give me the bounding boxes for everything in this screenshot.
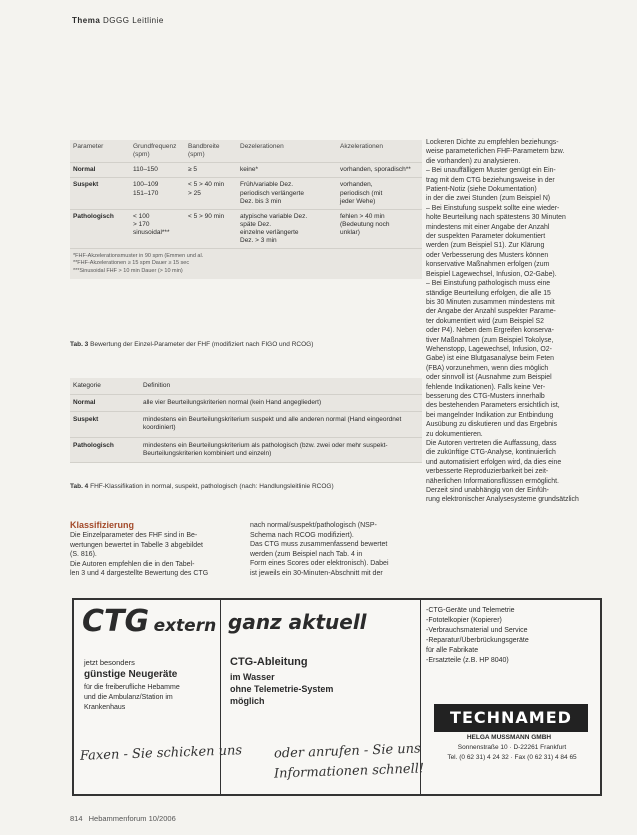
column-header: Definition xyxy=(143,382,171,389)
table-footnotes: *FHF-Akzelerationsmuster in 90 spm (Emmen und al. **FHF-Akzelerationen ≥ 15 spm Dauer ≥ 15 sec ***Sinusoidal FHF > 10 min Dauer (> 10 min) xyxy=(73,253,204,274)
text-line: tiver Maßnahmen (zum Beispiel Tokolyse, xyxy=(426,336,554,344)
right-column-text xyxy=(426,138,604,505)
text-line: – Bei Einstufung suspekt sollte eine wieder- xyxy=(426,204,560,212)
table-cell: Suspekt xyxy=(73,181,99,189)
page-number: 814 xyxy=(70,814,83,823)
ad-service-list xyxy=(426,606,529,666)
text-line: näherlichen Informationsflüssen ermöglicht. xyxy=(426,477,559,485)
ad-service-item: -Ersatzteile (z.B. HP 8040) xyxy=(426,657,509,664)
table-cell: mindestens ein Beurteilungskriterium suspekt und alle anderen normal (Hand eingeordnet koordiniert) xyxy=(143,416,402,432)
ad-sub3: für die freiberufliche Hebamme xyxy=(84,684,180,691)
table-row xyxy=(70,163,422,178)
caption-label: Tab. 4 xyxy=(70,483,89,490)
table-cell: atypische variable Dez. späte Dez. einzelne verlängerte Dez. > 3 min xyxy=(240,212,308,245)
text-line: verbesserte Reproduzierbarkeit bei zeit- xyxy=(426,468,549,476)
ad-company: HELGA MUSSMANN GMBH xyxy=(466,734,552,741)
ad-service-item: -Verbrauchsmaterial und Service xyxy=(426,627,528,634)
caption-text: Bewertung der Einzel-Parameter der FHF (modifiziert nach FIGO und RCOG) xyxy=(90,341,314,348)
ad-extern-title: extern xyxy=(153,616,217,636)
text-line: ter dokumentiert wird (zum Beispiel S2 xyxy=(426,317,544,325)
ad-ctg-extern-heading xyxy=(82,604,216,639)
ad-sub4: und die Ambulanz/Station im xyxy=(84,694,173,701)
text-line: Derzeit sind unabhängig von der Einfüh- xyxy=(426,487,549,495)
text-line: fehlende Indikationen). Falls keine Ver- xyxy=(426,383,546,391)
column-header: Parameter xyxy=(73,143,104,150)
text-line: die zukünftige CTG-Analyse, kontinuierlich xyxy=(426,449,556,457)
ad-address: Sonnenstraße 10 · D-22261 Frankfurt xyxy=(457,744,567,751)
text-line: wertungen bewertet in Tabelle 3 abgebildet xyxy=(70,541,203,549)
table-header-row xyxy=(70,378,422,395)
ad-sub1: jetzt besonders xyxy=(84,658,135,667)
text-line: Die Autoren vertreten die Auffassung, dass xyxy=(426,440,557,447)
text-line: Schema nach RCOG modifiziert). xyxy=(250,531,354,539)
text-line: werden (zum Beispiel S1). Zur Klärung xyxy=(426,242,545,250)
column-header: Akzelerationen xyxy=(340,143,383,150)
table-cell: < 100 > 170 sinusoidal*** xyxy=(133,212,170,236)
running-header xyxy=(72,16,164,25)
table-cell: ≥ 5 xyxy=(188,166,197,174)
text-line: Die Einzelparameter des FHF sind in Be- xyxy=(70,532,198,539)
table-cell: alle vier Beurteilungskriterien normal (kein Hand angegliedert) xyxy=(143,399,322,407)
text-line: oder sinnvoll ist (Ausnahme zum Beispiel xyxy=(426,374,552,382)
column-header: Grundfrequenz (spm) xyxy=(133,143,177,159)
caption-text: FHF-Klassifikation in normal, suspekt, pathologisch (nach: Handlungsleitlinie RCOG) xyxy=(90,483,334,490)
text-line: des bestehenden Parameters ersichtlich ist, xyxy=(426,402,560,410)
text-line: Das CTG muss zusammenfassend bewertet xyxy=(250,541,388,548)
table-row xyxy=(70,210,422,250)
ad-h2: im Wasser xyxy=(230,672,275,682)
klassifizierung-col1 xyxy=(70,531,242,579)
table-cell: Früh/variable Dez. periodisch verlängerte Dez. bis 3 min xyxy=(240,181,304,205)
ad-phone: Tel. (0 62 31) 4 24 32 · Fax (0 62 31) 4 84 65 xyxy=(447,754,577,761)
text-line: Beispiel Lagewechsel, Infusion, O2-Gabe). xyxy=(426,270,557,278)
text-line: ständige Beurteilung erfolgen, die alle 15 xyxy=(426,289,551,297)
text-line: oder Verbesserung des Musters können xyxy=(426,251,549,259)
table-header-row xyxy=(70,140,422,163)
table-row xyxy=(70,395,422,412)
text-line: zu dokumentieren. xyxy=(426,430,483,438)
ad-handwritten-line1: Faxen - Sie schicken uns xyxy=(79,743,243,764)
table-cell: Pathologisch xyxy=(73,441,114,449)
ad-h1: CTG-Ableitung xyxy=(230,656,308,668)
ad-sub2: günstige Neugeräte xyxy=(84,669,178,680)
text-line: nach normal/suspekt/pathologisch (NSP- xyxy=(250,522,377,529)
table-cell: Normal xyxy=(73,399,96,407)
text-line: (S. 816). xyxy=(70,551,97,558)
text-line: der Angabe der Anzahl suspekter Parame- xyxy=(426,308,556,316)
table-row xyxy=(70,412,422,437)
header-prefix: Thema xyxy=(72,16,101,25)
text-line: Form eines Scores oder elektronisch). Dabei xyxy=(250,560,389,567)
ad-aktuell-title: ganz aktuell xyxy=(228,610,367,634)
klassifizierung-col2 xyxy=(250,521,422,578)
text-line: und automatisiert erfolgen wird, da dies eine xyxy=(426,458,562,466)
table-cell: vorhanden, periodisch (mit jeder Wehe) xyxy=(340,181,383,205)
table-cell: < 5 > 40 min > 25 xyxy=(188,181,225,197)
text-line: bis 30 Minuten zusammen mindestens mit xyxy=(426,298,555,306)
table-cell: 100–109 151–170 xyxy=(133,181,159,197)
text-line: bei mangelnder Indikation zur Entbindung xyxy=(426,411,554,419)
column-header: Bandbreite (spm) xyxy=(188,143,220,159)
table-cell: mindestens ein Beurteilungskriterium als pathologisch (bzw. zwei oder mehr suspekt-Beurteilungskriterien kombiniert und einzeln) xyxy=(143,441,388,457)
text-line: besserung des CTG-Musters innerhalb xyxy=(426,392,545,400)
table-cell: Pathologisch xyxy=(73,212,114,220)
ad-h3: ohne Telemetrie-System xyxy=(230,684,334,694)
text-line: holte Beurteilung nach spätestens 30 Minuten xyxy=(426,214,566,222)
ad-service-item: -Reparatur/Überbrückungsgeräte xyxy=(426,637,529,644)
text-line: oder P4). Neben dem Ergreifen konserva- xyxy=(426,327,554,335)
ad-handwritten-line3: Informationen schnell! xyxy=(273,761,425,782)
table-cell: Normal xyxy=(73,166,96,174)
text-line: trag mit dem CTG beziehungsweise in der xyxy=(426,176,555,184)
table-cell: < 5 > 90 min xyxy=(188,212,225,220)
ad-sub5: Krankenhaus xyxy=(84,704,126,711)
table-row xyxy=(70,178,422,209)
ad-right-panel xyxy=(420,600,600,794)
table-cell: Suspekt xyxy=(73,416,99,424)
ad-service-item: -Fototelkopier (Kopierer) xyxy=(426,617,502,624)
caption-label: Tab. 3 xyxy=(70,341,89,348)
table-row xyxy=(70,438,422,463)
text-line: ist jeweils ein 30-Minuten-Abschnitt mit der xyxy=(250,569,383,577)
technamed-logo: TECHNAMED xyxy=(434,704,588,732)
text-line: – Bei unauffälligem Muster genügt ein Ein- xyxy=(426,167,556,175)
text-line: die vorhanden) zu analysieren. xyxy=(426,157,521,165)
text-line: Wehenstopp, Lagewechsel, Infusion, O2- xyxy=(426,345,552,353)
text-line: – Bei Einstufung pathologisch muss eine xyxy=(426,280,551,288)
ad-h4: möglich xyxy=(230,696,265,706)
table-cell: 110–150 xyxy=(133,166,158,174)
table-cell: fehlen > 40 min (Bedeutung noch unklar) xyxy=(340,212,390,236)
advertisement xyxy=(72,598,602,796)
ad-handwritten-line2: oder anrufen - Sie uns xyxy=(273,741,421,762)
text-line: in der die zwei Stunden (zum Beispiel N) xyxy=(426,195,551,203)
text-line: len 3 und 4 dargestellte Bewertung des CTG xyxy=(70,570,209,577)
ad-service-item: -CTG-Geräte und Telemetrie xyxy=(426,607,515,614)
text-line: (FBA) vorzunehmen, wenn dies möglich xyxy=(426,364,549,372)
table-caption xyxy=(70,483,422,490)
ad-left-panel xyxy=(74,600,221,794)
table-cell: keine* xyxy=(240,166,259,174)
text-line: Patient-Notiz (siehe Dokumentation) xyxy=(426,186,537,194)
text-line: werden (zum Beispiel nach Tab. 4 in xyxy=(250,550,363,558)
page-footer xyxy=(70,814,176,823)
table-cell: vorhanden, sporadisch** xyxy=(340,166,411,174)
table-caption xyxy=(70,341,422,348)
text-line: Gabe) ist eine Blutgasanalyse beim Feten xyxy=(426,355,554,363)
header-section: DGGG Leitlinie xyxy=(103,16,164,25)
text-line: der suspekten Parameter dokumentiert xyxy=(426,233,546,241)
column-header: Kategorie xyxy=(73,382,101,389)
text-line: Lockeren Dichte zu empfehlen beziehungs- xyxy=(426,139,559,146)
text-line: konservative Maßnahmen erfolgen (zum xyxy=(426,261,550,269)
text-line: Ausübung zu diskutieren und das Ergebnis xyxy=(426,421,558,429)
text-line: rung elektronischer Analysesysteme grundsätzlich xyxy=(426,496,579,504)
text-line: weise parameterlichen FHF-Parametern bzw. xyxy=(426,148,565,156)
table-fhf-classification xyxy=(70,378,422,463)
table-fhf-parameters xyxy=(70,140,422,279)
ad-ctg-title: CTG xyxy=(82,604,150,639)
text-line: Die Autoren empfehlen die in den Tabel- xyxy=(70,560,195,568)
ad-service-item: für alle Fabrikate xyxy=(426,647,479,654)
text-line: mindestens mit einer Angabe der Anzahl xyxy=(426,223,550,231)
section-title: Klassifizierung xyxy=(70,520,135,530)
journal-name: Hebammenforum 10/2006 xyxy=(88,814,176,823)
column-header: Dezelerationen xyxy=(240,143,284,150)
